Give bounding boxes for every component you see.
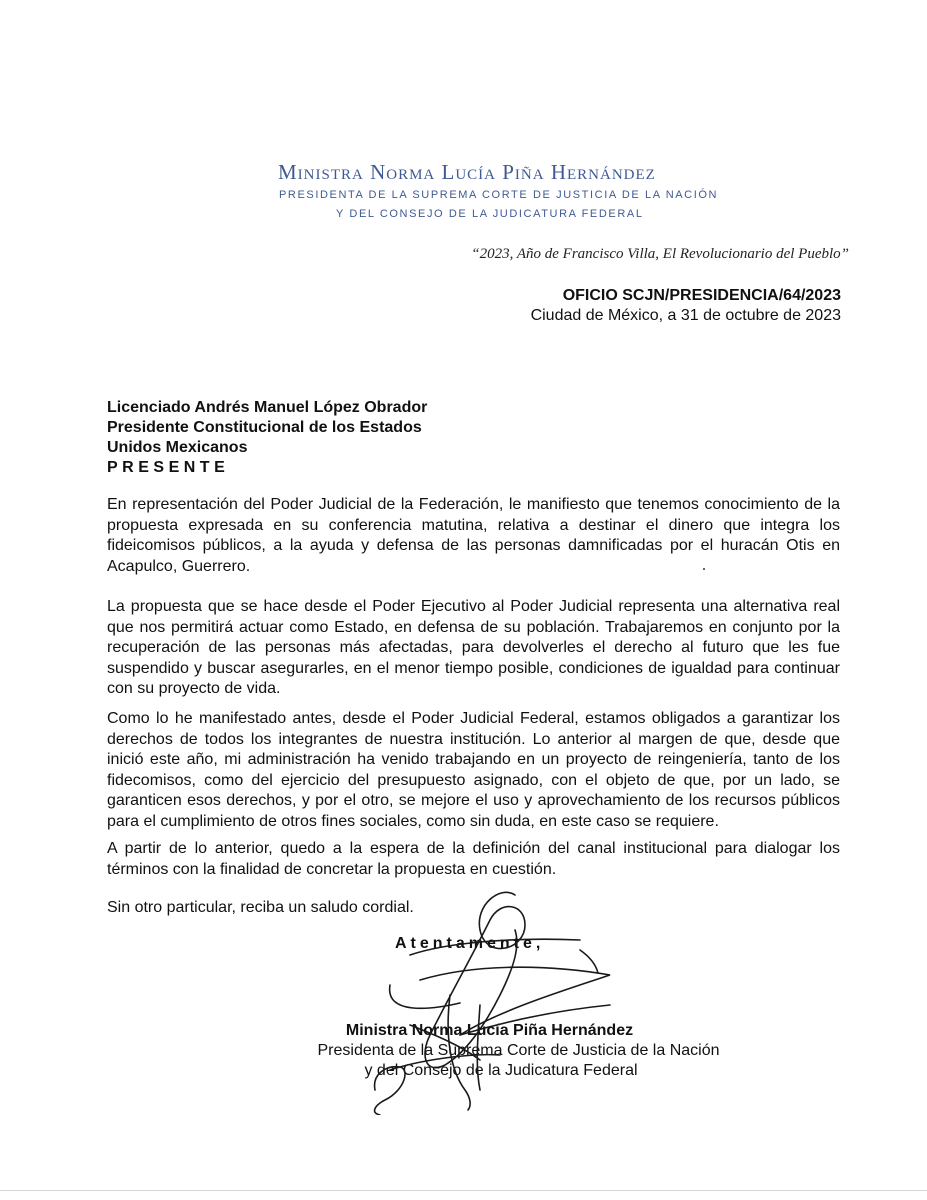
- scan-speck: [703, 568, 705, 570]
- signatory-title-2: y del Consejo de la Judicatura Federal: [364, 1062, 638, 1079]
- year-motto: “2023, Año de Francisco Villa, El Revolucionario del Pueblo”: [471, 246, 849, 262]
- atentamente: Atentamente,: [395, 935, 545, 952]
- document-date: Ciudad de México, a 31 de octubre de 2023: [530, 307, 841, 324]
- letterhead-line-1: PRESIDENTA DE LA SUPREMA CORTE DE JUSTICIA DE LA NACIÓN: [279, 189, 719, 201]
- addressee-title-line-1: Presidente Constitucional de los Estados: [107, 419, 422, 436]
- signatory-name: Ministra Norma Lucía Piña Hernández: [345, 1022, 634, 1039]
- letterhead-name: Ministra Norma Lucía Piña Hernández: [278, 160, 656, 184]
- body-paragraph-3: Como lo he manifestado antes, desde el Poder Judicial Federal, estamos obligados a garantizar los derechos de todos los integrantes de nuestra institución. Lo anterior al margen de que, desde que inició este año, mi administración ha venido trabajando en un proyecto de reingeniería, tanto de los fidecomisos, como del ejercicio del presupuesto asignado, con el objeto de que, por un lado, se garanticen esos derechos, y por el otro, se mejore el uso y aprovechamiento de los recursos públicos para el cumplimiento de otros fines sociales, como sin duda, en este caso se requiere.: [107, 710, 840, 830]
- letterhead-line-2: Y DEL CONSEJO DE LA JUDICATURA FEDERAL: [336, 208, 644, 220]
- document-reference-number: OFICIO SCJN/PRESIDENCIA/64/2023: [562, 287, 841, 304]
- signatory-title-1: Presidenta de la Suprema Corte de Justicia de la Nación: [317, 1042, 720, 1059]
- addressee-name: Licenciado Andrés Manuel López Obrador: [107, 399, 428, 416]
- body-paragraph-2: La propuesta que se hace desde el Poder Ejecutivo al Poder Judicial representa una alternativa real que nos permitirá actuar como Estado, en defensa de su población. Trabajaremos en conjunto por la recuperación de las personas más afectadas, para devolverles el derecho al futuro que les fue suspendido y buscar asegurarles, en el menor tiempo posible, condiciones de igualdad para continuar con su proyecto de vida.: [107, 598, 840, 698]
- body-paragraph-4: A partir de lo anterior, quedo a la espera de la definición del canal institucional para dialogar los términos con la finalidad de concretar la propuesta en cuestión.: [107, 840, 840, 878]
- handwritten-signature: [350, 885, 650, 1115]
- body-paragraph-1: En representación del Poder Judicial de la Federación, le manifiesto que tenemos conocimiento de la propuesta expresada en su conferencia matutina, relativa a destinar el dinero que integra los fideicomisos públicos, a la ayuda y defensa de las personas damnificadas por el huracán Otis en Acapulco, Guerrero.: [107, 496, 840, 575]
- addressee-title-line-2: Unidos Mexicanos: [107, 439, 248, 456]
- closing-line: Sin otro particular, reciba un saludo cordial.: [107, 899, 414, 916]
- addressee-presente: PRESENTE: [107, 459, 230, 476]
- page-bottom-edge: [0, 1190, 927, 1191]
